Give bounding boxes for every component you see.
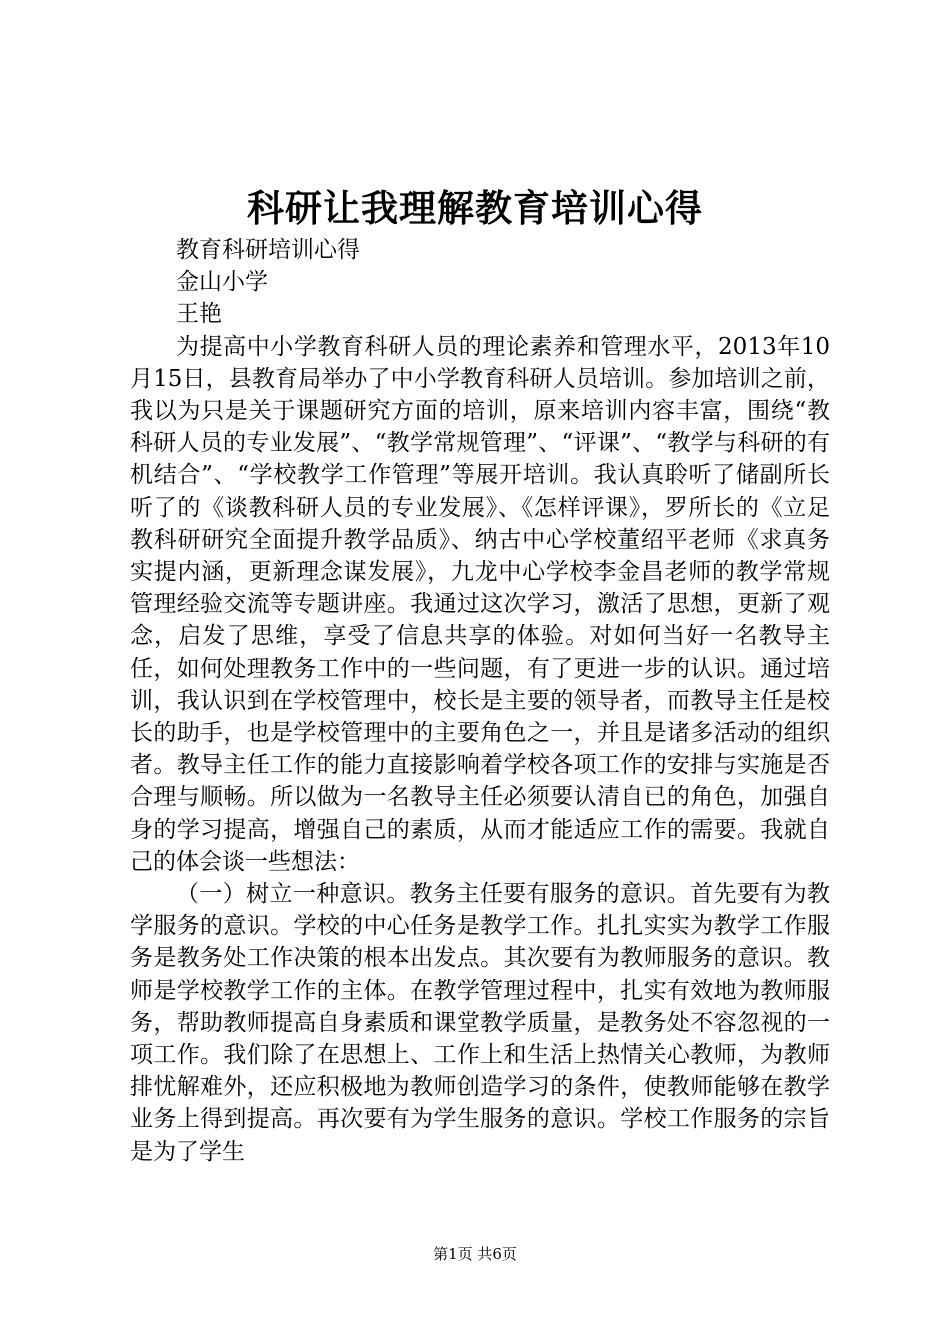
page-footer: 第1页 共6页 bbox=[433, 1245, 517, 1263]
paragraph-section-1: （一）树立一种意识。教务主任要有服务的意识。首先要有为教学服务的意识。学校的中心任务是教学工作。扎扎实实为教学工作服务是教务处工作决策的根本出发点。其次要有为教师服务的意识。教师是学校教学工作的主体。在教学管理过程中，扎实有效地为教师服务，帮助教师提高自身素质和课堂教学质量，是教务处不容忽视的一项工作。我们除了在思想上、工作上和生活上热情关心教师，为教师排忧解难外，还应积极地为教师创造学习的条件，使教师能够在教学业务上得到提高。再次要有为学生服务的意识。学校工作服务的宗旨是为了学生 bbox=[130, 881, 830, 1165]
document-title: 科研让我理解教育培训心得 bbox=[247, 186, 703, 230]
document-subtitle: 教育科研培训心得 bbox=[176, 237, 360, 263]
document-body bbox=[130, 234, 830, 1168]
author-name: 王艳 bbox=[176, 301, 222, 328]
school-name: 金山小学 bbox=[176, 269, 268, 296]
paragraph-intro: 为提高中小学教育科研人员的理论素养和管理水平，2013年10月15日，县教育局举办了中小学教育科研人员培训。参加培训之前，我以为只是关于课题研究方面的培训，原来培训内容丰富，围绕“教科研人员的专业发展”、“教学常规管理”、“评课”、“教学与科研的有机结合”、“学校教学工作管理”等展开培训。我认真聆听了储副所长听了的《谈教科研人员的专业发展》、《怎样评课》，罗所长的《立足教科研研究全面提升教学品质》、纳古中心学校董绍平老师《求真务实提内涵，更新理念谋发展》，九龙中心学校李金昌老师的教学常规管理经验交流等专题讲座。我通过这次学习，激活了思想，更新了观念，启发了思维，享受了信息共享的体验。对如何当好一名教导主任，如何处理教务工作中的一些问题，有了更进一步的认识。通过培训，我认识到在学校管理中，校长是主要的领导者，而教导主任是校长的助手，也是学校管理中的主要角色之一，并且是诸多活动的组织者。教导主任工作的能力直接影响着学校各项工作的安排与实施是否合理与顺畅。所以做为一名教导主任必须要认清自已的角色，加强自身的学习提高，增强自己的素质，从而才能适应工作的需要。我就自己的体会谈一些想法： bbox=[130, 333, 830, 875]
